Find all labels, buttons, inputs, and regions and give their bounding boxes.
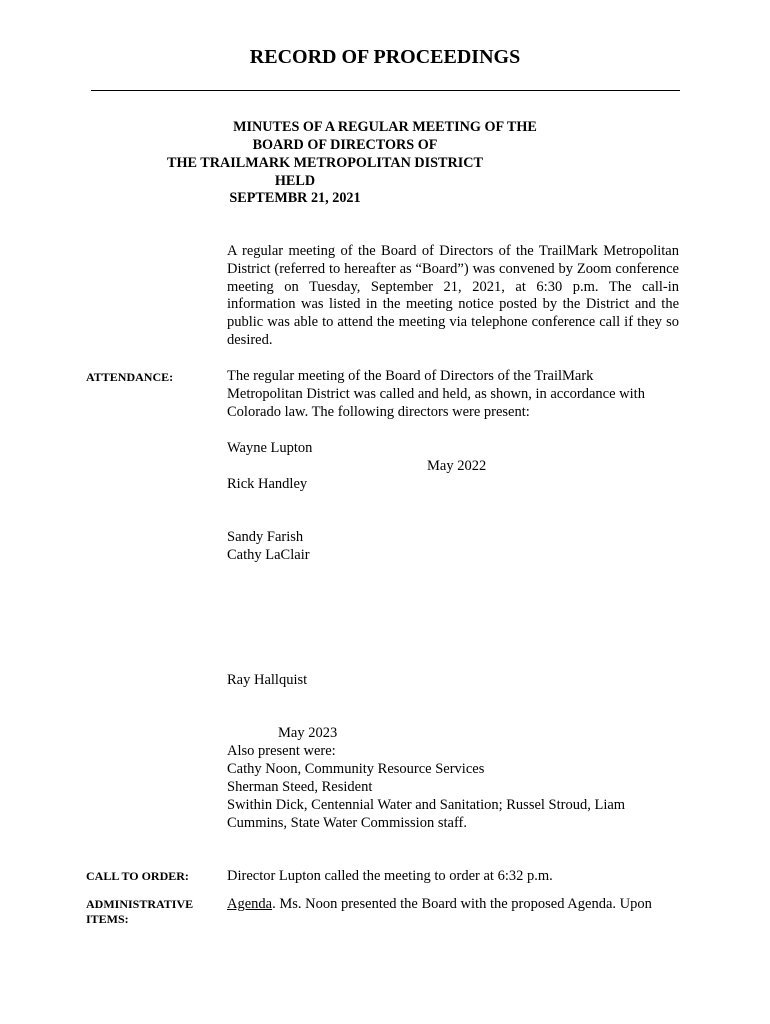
attendee: Swithin Dick, Centennial Water and Sanitation; Russel Stroud, Liam: [227, 797, 626, 813]
heading-line-3: THE TRAILMARK METROPOLITAN DISTRICT: [167, 155, 483, 171]
attendee: Cummins, State Water Commission staff.: [227, 815, 467, 831]
page-title: RECORD OF PROCEEDINGS: [249, 46, 521, 68]
director-name: Cathy LaClair: [227, 547, 310, 563]
heading-line-2: BOARD OF DIRECTORS OF: [252, 137, 438, 153]
attendance-label: ATTENDANCE:: [86, 370, 174, 384]
call-to-order-text: Director Lupton called the meeting to order at 6:32 p.m.: [227, 868, 553, 884]
heading-line-1: MINUTES OF A REGULAR MEETING OF THE: [233, 119, 537, 135]
term-expiration-1: May 2022: [427, 458, 487, 474]
director-name: Sandy Farish: [227, 529, 304, 545]
administrative-label: ADMINISTRATIVE: [86, 897, 194, 911]
attendance-text-line-2: Metropolitan District was called and held, as shown, in accordance with: [227, 386, 645, 402]
attendance-text-line-3: Colorado law. The following directors were present:: [227, 404, 530, 420]
agenda-text: . Ms. Noon presented the Board with the proposed Agenda. Upon: [272, 896, 652, 912]
attendee: Sherman Steed, Resident: [227, 779, 373, 795]
heading-line-5: SEPTEMBR 21, 2021: [229, 190, 361, 206]
also-present-label: Also present were:: [227, 743, 336, 759]
attendance-text-line-1: The regular meeting of the Board of Directors of the TrailMark: [227, 368, 594, 384]
term-expiration-2: May 2023: [278, 725, 338, 741]
agenda-paragraph: [227, 896, 652, 914]
director-name: Rick Handley: [227, 476, 308, 492]
title-rule: [91, 90, 680, 91]
attendee: Cathy Noon, Community Resource Services: [227, 761, 485, 777]
director-name: Wayne Lupton: [227, 440, 313, 456]
call-to-order-label: CALL TO ORDER:: [86, 869, 189, 883]
agenda-heading: Agenda: [227, 896, 273, 912]
intro-paragraph: A regular meeting of the Board of Directors of the TrailMark Metropolitan District (referred to hereafter as “Board”) was convened by Zoom conference meeting on Tuesday, September 21, 2021, at 6:30 p.m. The call-in information was listed in the meeting notice posted by the District and the public was able to attend the meeting via telephone conference call if they so desired.: [227, 243, 679, 348]
heading-line-4: HELD: [274, 173, 316, 189]
administrative-label-cont: ITEMS:: [86, 912, 129, 926]
director-name: Ray Hallquist: [227, 672, 308, 688]
